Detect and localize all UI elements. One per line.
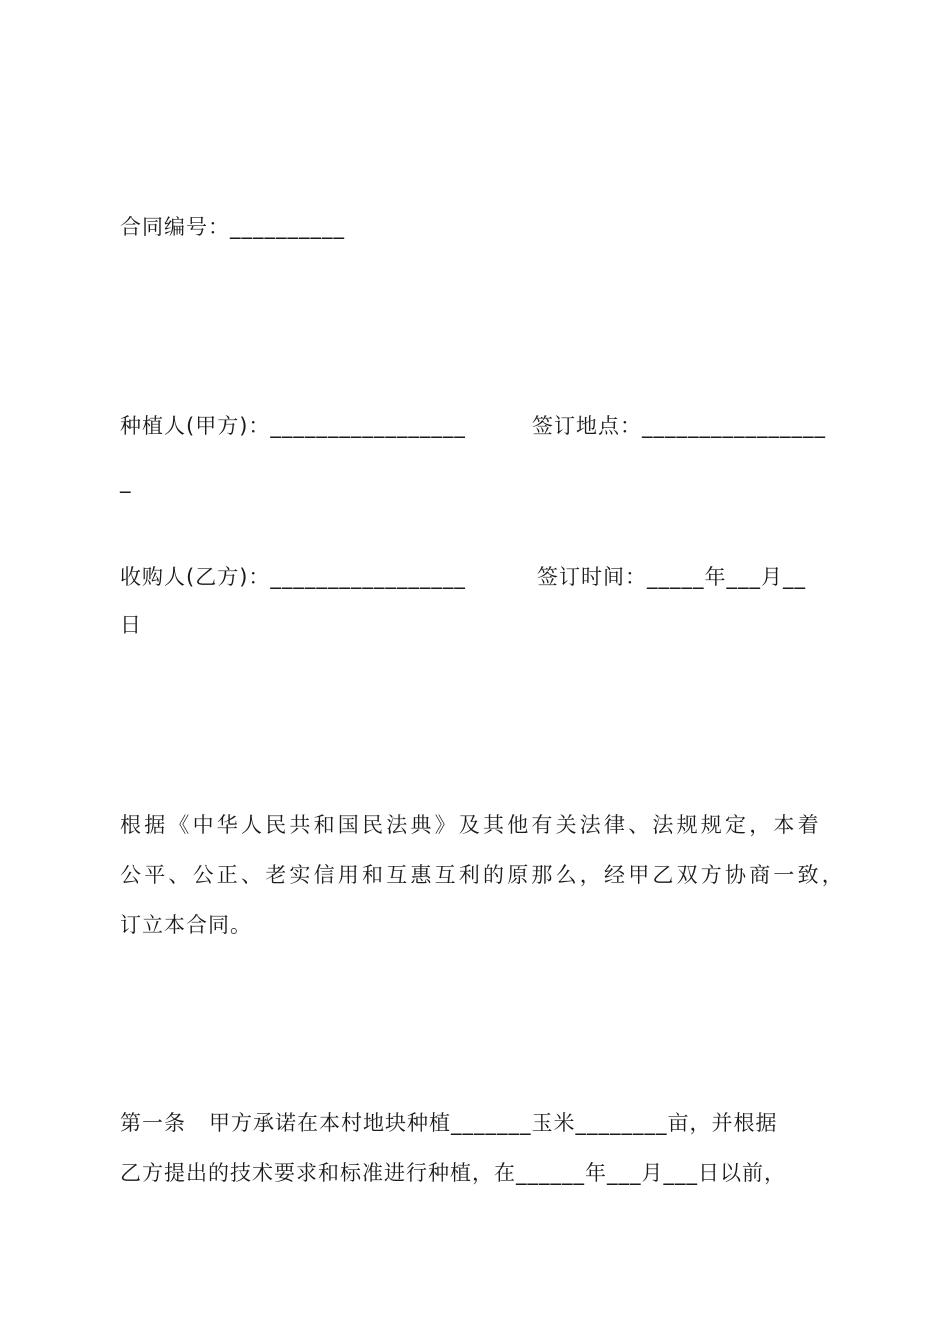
- contract-number-line: 合同编号：__________: [120, 215, 345, 239]
- sign-time-line: 签订时间：_____年___月__: [537, 565, 806, 589]
- article-1-line-2: 乙方提出的技术要求和标准进行种植，在______年___月___日以前，: [120, 1161, 786, 1185]
- sign-place-wrap: _: [120, 469, 132, 493]
- sign-time-wrap: 日: [120, 613, 142, 637]
- preamble-line-1: 根据《中华人民共和国民法典》及其他有关法律、法规规定，本着: [120, 813, 822, 837]
- article-1-line-1: 第一条 甲方承诺在本村地块种植_______玉米________亩，并根据: [120, 1111, 778, 1135]
- sign-place-line: 签订地点：________________: [532, 414, 826, 438]
- preamble-line-3: 订立本合同。: [120, 913, 252, 937]
- buyer-line: 收购人(乙方)：_________________: [120, 565, 466, 589]
- planter-line: 种植人(甲方)：_________________: [120, 414, 466, 438]
- preamble-line-2: 公平、公正、老实信用和互惠互利的原那么，经甲乙双方协商一致，: [120, 863, 846, 887]
